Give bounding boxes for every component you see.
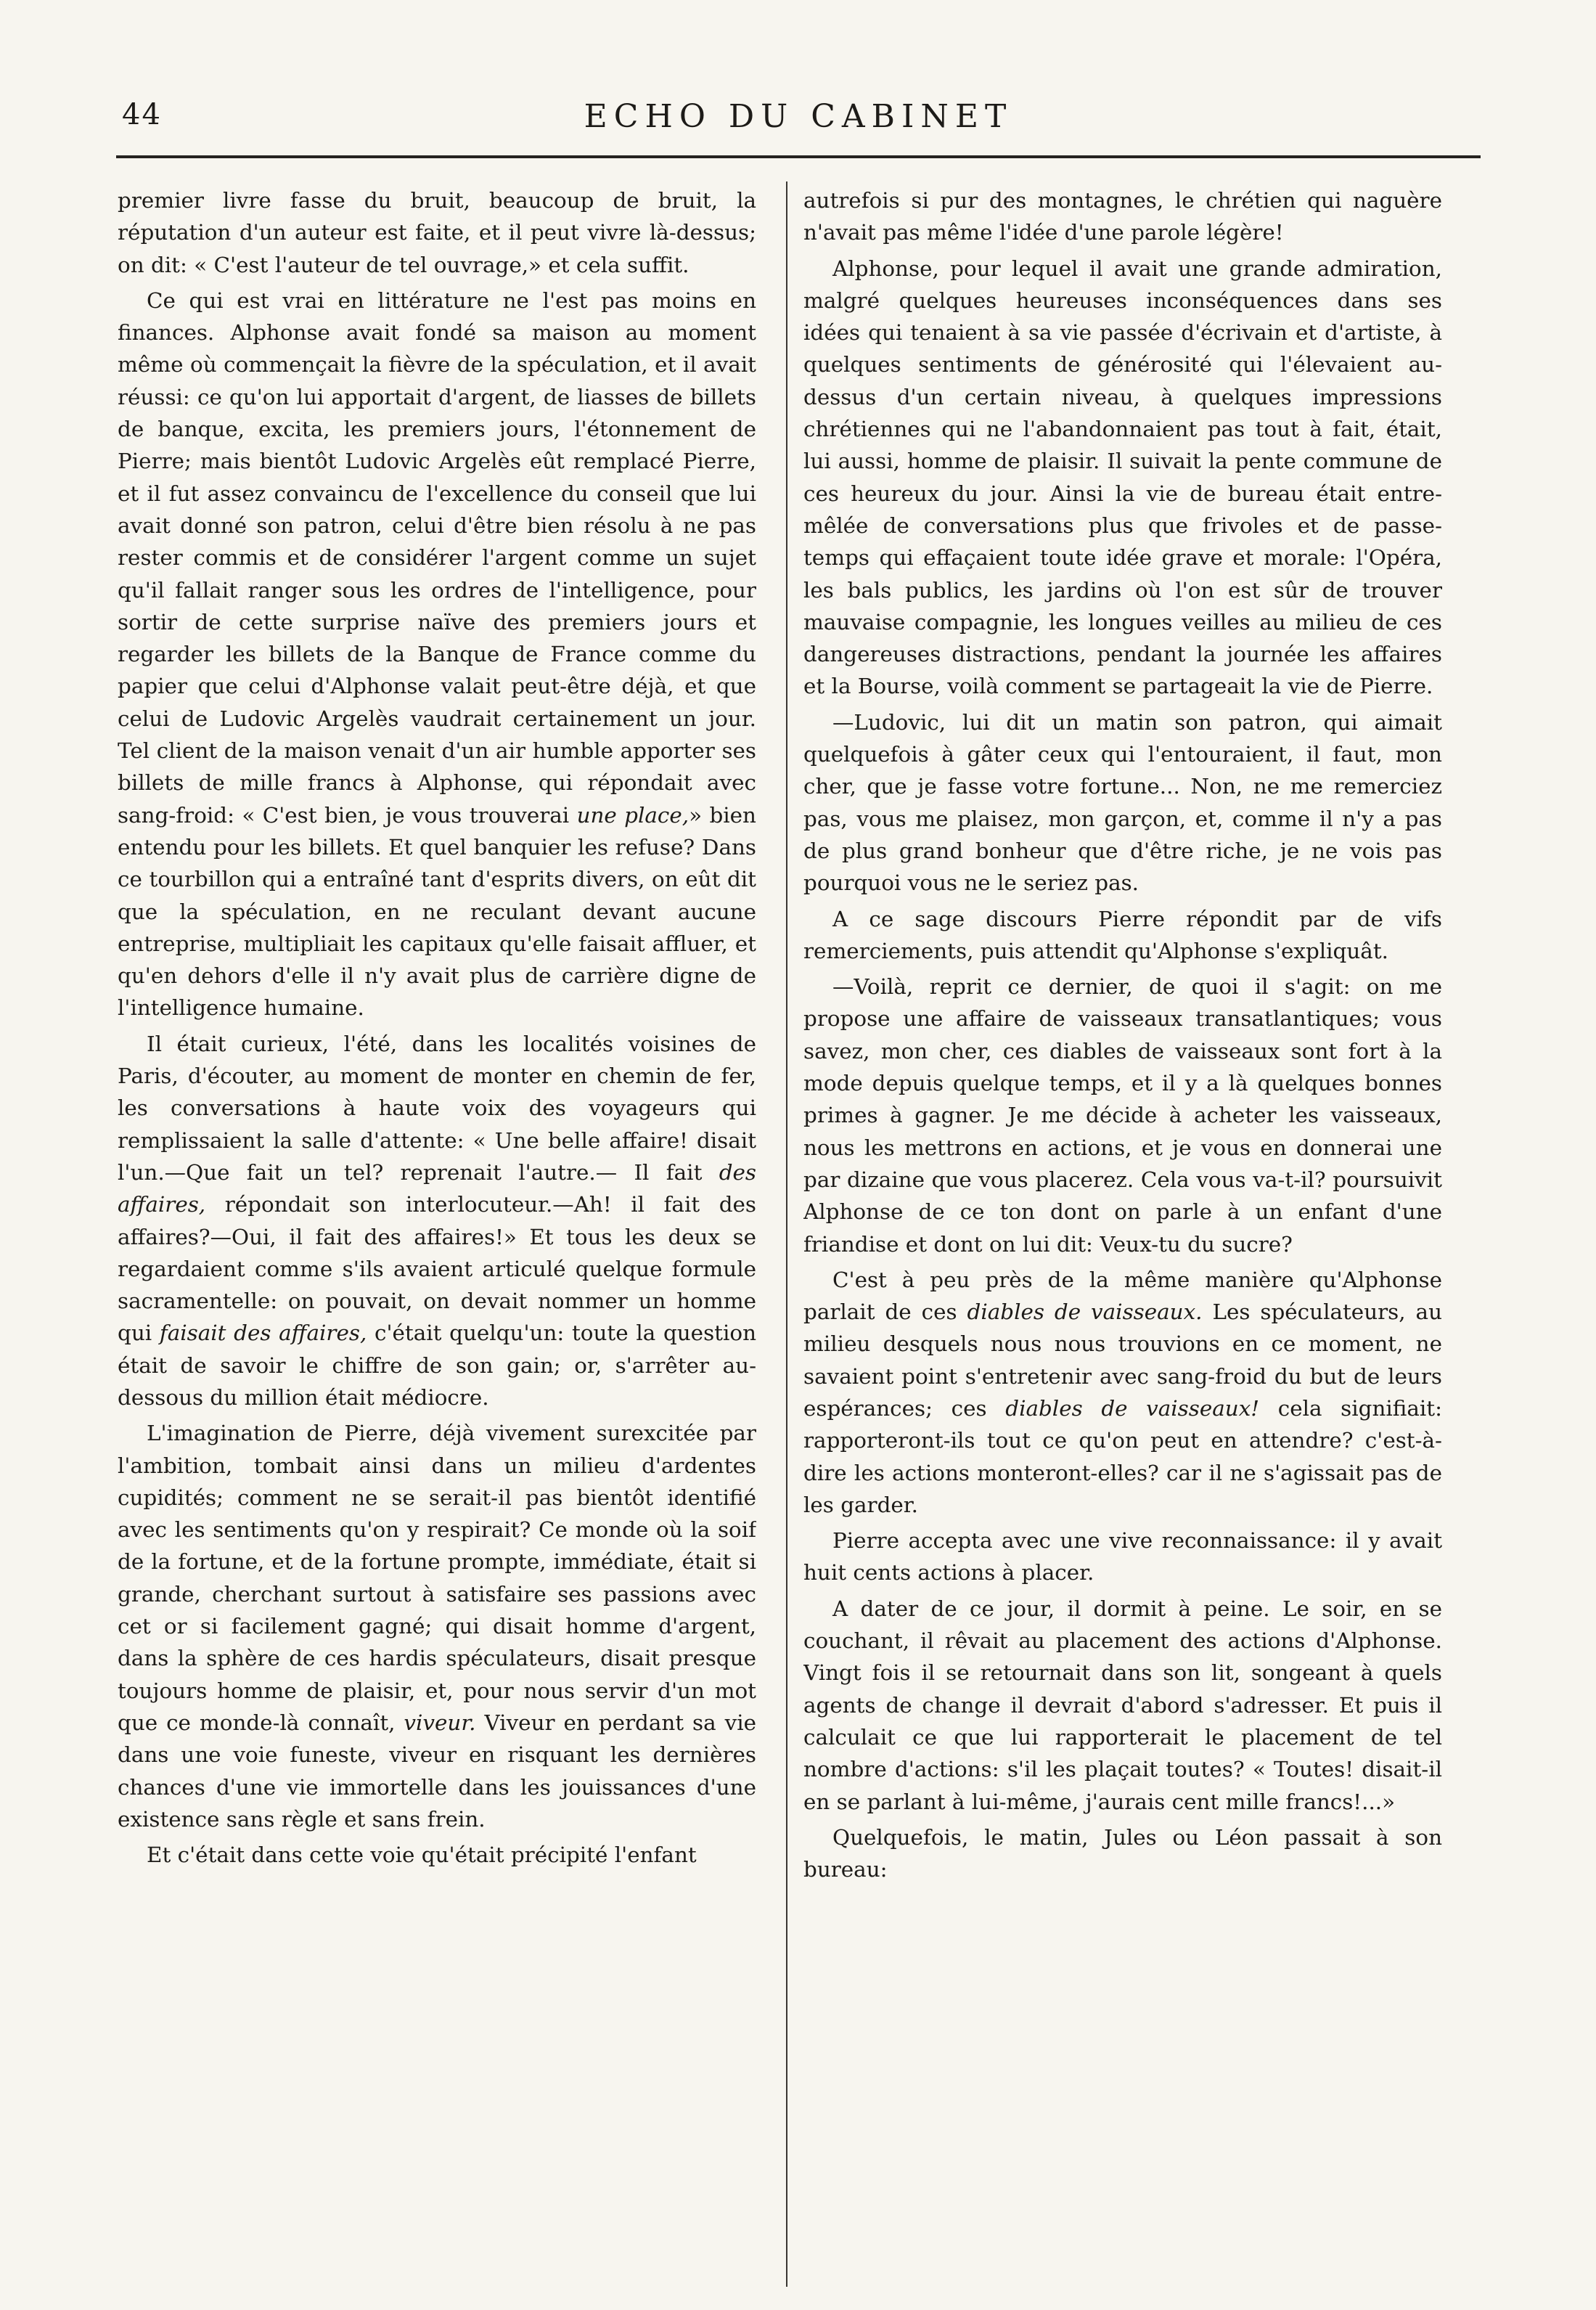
paragraph: C'est à peu près de la même manière qu'Alphonse parlait de ces diables de vaisseaux. Les spéculateurs, au milieu desquels nous nous trouvions en ce moment, ne savaient point s'entretenir avec sang-froid du but de leurs espérances; ces diables de vaisseaux! cela signifiait: rapporteront-ils tout ce qu'on peut en attendre? c'est-à-dire les actions monteront-elles? car il ne s'agissait pas de les garder. [803,1267,1442,1517]
paragraph: Et c'était dans cette voie qu'était précipité l'enfant [147,1842,697,1868]
right-column [803,184,1442,2282]
paragraph: L'imagination de Pierre, déjà vivement surexcitée par l'ambition, tombait ainsi dans un milieu d'ardentes cupidités; comment ne se serait-il pas bientôt identifié avec les sentiments qu'on y respirait? Ce monde où la soif de la fortune, et de la fortune prompte, immédiate, était si grande, cherchant surtout à satisfaire ses passions avec cet or si facilement gagné; qui disait homme d'argent, dans la sphère de ces hardis spéculateurs, disait presque toujours homme de plaisir, et, pour nous servir d'un mot que ce monde-là connaît, viveur. Viveur en perdant sa vie dans une voie funeste, viveur en risquant les dernières chances d'une vie immortelle dans les jouissances d'une existence sans règle et sans frein. [118,1421,756,1832]
page-number: 44 [122,98,162,131]
paragraph: premier livre fasse du bruit, beaucoup de bruit, la réputation d'un auteur est faite, et il peut vivre là-dessus; on dit: « C'est l'auteur de tel ouvrage,» et cela suffit. [118,188,756,277]
column-divider [786,181,787,2287]
paragraph: —Voilà, reprit ce dernier, de quoi il s'agit: on me propose une affaire de vaisseaux transatlantiques; vous savez, mon cher, ces diables de vaisseaux sont fort à la mode depuis quelque temps, et il y a là quelques bonnes primes à gagner. Je me décide à acheter les vaisseaux, nous les mettrons en actions, et je vous en donnerai une par dizaine que vous placerez. Cela vous va-t-il? poursuivit Alphonse de ce ton dont on parle à un enfant d'une friandise et dont on lui dit: Veux-tu du sucre? [803,974,1442,1257]
paragraph: Quelquefois, le matin, Jules ou Léon passait à son bureau: [803,1824,1442,1882]
paragraph: A dater de ce jour, il dormit à peine. Le soir, en se couchant, il rêvait au placement des actions d'Alphonse. Vingt fois il se retournait dans son lit, songeant à quels agents de change il devrait d'abord s'adresser. Et puis il calculait ce que lui rapporterait le placement de tel nombre d'actions: s'il les plaçait toutes? « Toutes! disait-il en se parlant à lui-même, j'aurais cent mille francs!...» [803,1596,1442,1814]
page-header [116,98,1481,149]
left-column [118,184,756,2282]
paragraph: autrefois si pur des montagnes, le chrétien qui naguère n'avait pas même l'idée d'une parole légère! [803,188,1442,245]
paragraph: Ce qui est vrai en littérature ne l'est pas moins en finances. Alphonse avait fondé sa maison au moment même où commençait la fièvre de la spéculation, et il avait réussi: ce qu'on lui apportait d'argent, de liasses de billets de banque, excita, les premiers jours, l'étonnement de Pierre; mais bientôt Ludovic Argelès eût remplacé Pierre, et il fut assez convaincu de l'excellence du conseil que lui avait donné son patron, celui d'être bien résolu à ne pas rester commis et de considérer l'argent comme un sujet qu'il fallait ranger sous les ordres de l'intelligence, pour sortir de cette surprise naïve des premiers jours et regarder les billets de la Banque de France comme du papier que celui d'Alphonse valait peut-être déjà, et que celui de Ludovic Argelès vaudrait certainement un jour. Tel client de la maison venait d'un air humble apporter ses billets de mille francs à Alphonse, qui répondait avec sang-froid: « C'est bien, je vous trouverai une place,» bien entendu pour les billets. Et quel banquier les refuse? Dans ce tourbillon qui a entraîné tant d'esprits divers, on eût dit que la spéculation, en ne reculant devant aucune entreprise, multipliait les capitaux qu'elle faisait affluer, et qu'en dehors d'elle il n'y avait plus de carrière digne de l'intelligence humaine. [118,287,756,1021]
paragraph: Pierre accepta avec une vive reconnaissance: il y avait huit cents actions à placer. [803,1528,1442,1585]
paragraph: A ce sage discours Pierre répondit par de vifs remerciements, puis attendit qu'Alphonse s'expliquât. [803,906,1442,963]
paragraph: Alphonse, pour lequel il avait une grande admiration, malgré quelques heureuses inconséquences dans ses idées qui tenaient à sa vie passée d'écrivain et d'artiste, à quelques sentiments de générosité qui l'élevaient au-dessus d'un certain niveau, à quelques impressions chrétiennes qui ne l'abandonnaient pas tout à fait, était, lui aussi, homme de plaisir. Il suivait la pente commune de ces heureux du jour. Ainsi la vie de bureau était entre-mêlée de conversations plus que frivoles et de passe-temps qui effaçaient toute idée grave et morale: l'Opéra, les bals publics, les jardins où l'on est sûr de trouver mauvaise compagnie, les longues veilles au milieu de ces dangereuses distractions, pendant la journée les affaires et la Bourse, voilà comment se partageait la vie de Pierre. [803,256,1442,699]
paragraph: —Ludovic, lui dit un matin son patron, qui aimait quelquefois à gâter ceux qui l'entouraient, il faut, mon cher, que je fasse votre fortune... Non, ne me remerciez pas, vous me plaisez, mon garçon, et, comme il n'y a pas de plus grand bonheur que d'être riche, je ne vois pas pourquoi vous ne le seriez pas. [803,709,1442,896]
paragraph: Il était curieux, l'été, dans les localités voisines de Paris, d'écouter, au moment de monter en chemin de fer, les conversations à haute voix des voyageurs qui remplissaient la salle d'attente: « Une belle affaire! disait l'un.—Que fait un tel? reprenait l'autre.— Il fait des affaires, répondait son interlocuteur.—Ah! il fait des affaires?—Oui, il fait des affaires!» Et tous les deux se regardaient comme s'ils avaient articulé quelque formule sacramentelle: on pouvait, on devait nommer un homme qui faisait des affaires, c'était quelqu'un: toute la question était de savoir le chiffre de son gain; or, s'arrêter au-dessous du million était médiocre. [118,1031,756,1410]
publication-title: ECHO DU CABINET [584,98,1013,135]
header-rule [116,155,1481,158]
